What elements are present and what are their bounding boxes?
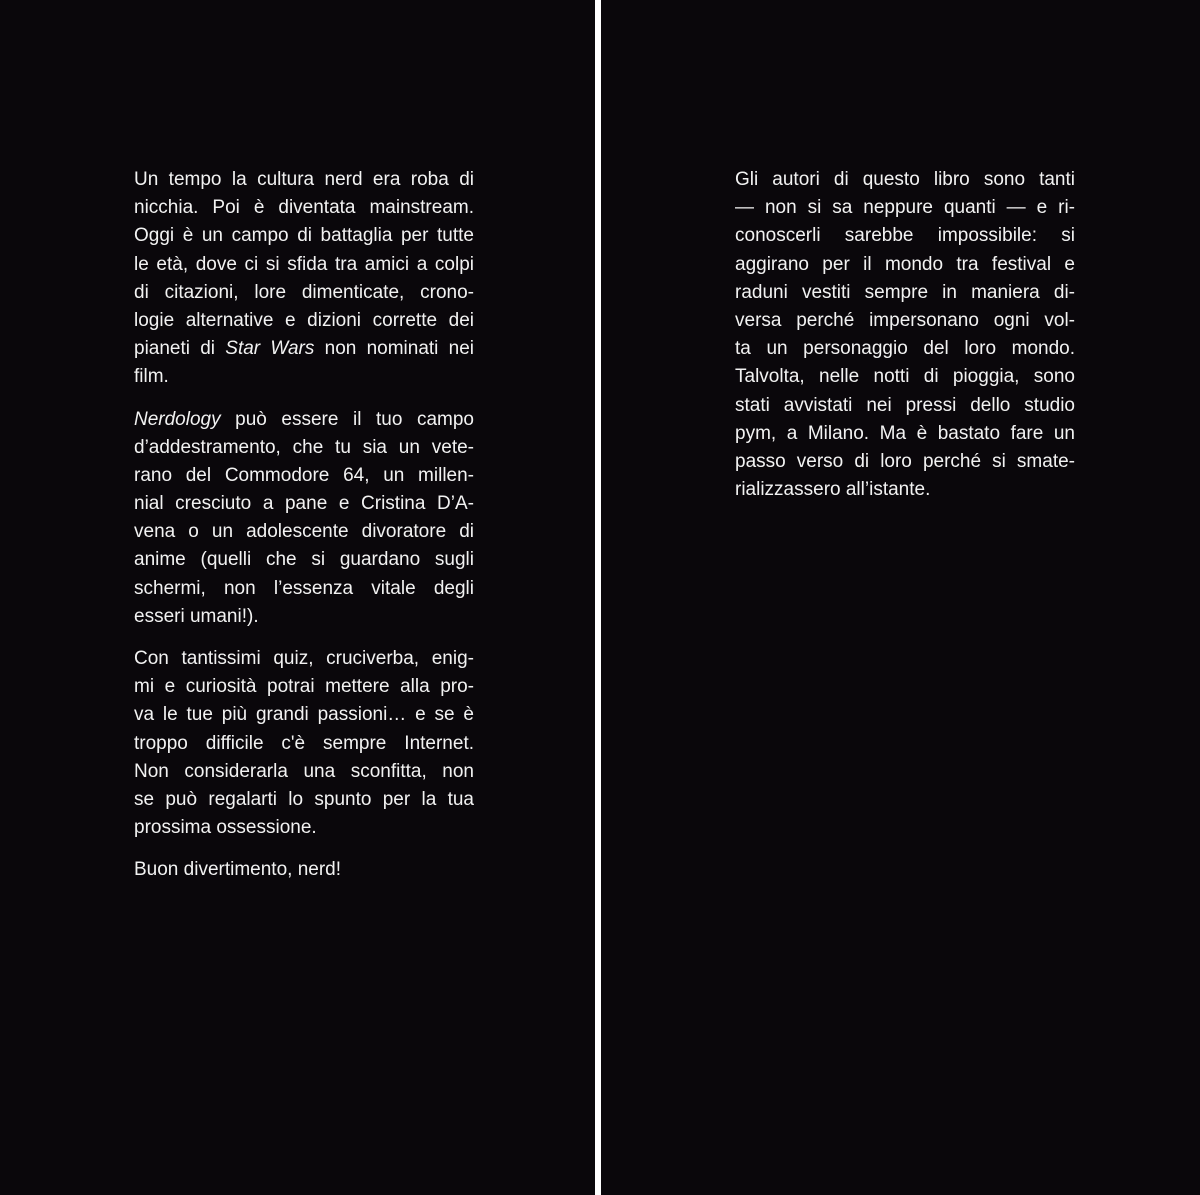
text-line: Non considerarla una sconfitta, non	[134, 760, 474, 782]
text-segment: può essere il tuo campo	[220, 408, 474, 430]
left-paragraph-4	[134, 856, 474, 884]
text-line: Con tantissimi quiz, cruciverba, enig-	[134, 648, 474, 669]
text-line: aggirano per il mondo tra festival e	[735, 253, 1075, 275]
text-line: nial cresciuto a pane e Cristina D’A-	[134, 493, 474, 515]
text-line: troppo difficile c'è sempre Internet.	[134, 732, 474, 754]
paragraph-gap	[134, 842, 474, 856]
text-line: ta un personaggio del loro mondo.	[735, 338, 1075, 360]
right-page	[601, 0, 1200, 1195]
text-line: versa perché impersonano ogni vol-	[735, 309, 1075, 331]
left-paragraph-3	[134, 645, 474, 842]
text-line: mi e curiosità potrai mettere alla pro-	[134, 676, 474, 698]
text-line: schermi, non l’essenza vitale degli	[134, 577, 474, 599]
text-line	[134, 335, 474, 363]
text-line: stati avvistati nei pressi dello studio	[735, 394, 1075, 416]
right-paragraph-1	[735, 166, 1075, 504]
text-line: se può regalarti lo spunto per la tua	[134, 788, 474, 810]
italic-title: Nerdology	[134, 408, 221, 430]
text-line: passo verso di loro perché si smate-	[735, 450, 1075, 472]
text-line: Buon divertimento, nerd!	[134, 859, 342, 881]
paragraph-gap	[134, 631, 474, 645]
text-line: prossima ossessione.	[134, 817, 317, 839]
text-line: Gli autori di questo libro sono tanti	[735, 169, 1075, 190]
right-page-text	[735, 166, 1075, 504]
text-line: anime (quelli che si guardano sugli	[134, 549, 474, 571]
text-line: esseri umani!).	[134, 605, 259, 627]
text-line: raduni vestiti sempre in maniera di-	[735, 281, 1075, 303]
text-line: d’addestramento, che tu sia un vete-	[134, 436, 474, 458]
paragraph-gap	[134, 392, 474, 406]
left-paragraph-2	[134, 406, 474, 632]
text-line: Talvolta, nelle notti di pioggia, sono	[735, 366, 1075, 388]
text-line: di citazioni, lore dimenticate, crono-	[134, 281, 474, 303]
text-line: le età, dove ci si sfida tra amici a colpi	[134, 253, 474, 275]
text-line: logie alternative e dizioni corrette dei	[134, 309, 474, 331]
text-line: rano del Commodore 64, un millen-	[134, 464, 474, 486]
italic-title: Star Wars	[225, 338, 315, 360]
left-page-text	[134, 166, 474, 885]
text-line: nicchia. Poi è diventata mainstream.	[134, 197, 474, 219]
text-line: conoscerli sarebbe impossibile: si	[735, 225, 1075, 247]
text-line: vena o un adolescente divoratore di	[134, 521, 474, 543]
text-segment: non nominati nei	[314, 338, 474, 360]
text-line: — non si sa neppure quanti — e ri-	[735, 197, 1075, 219]
text-line: rializzassero all’istante.	[735, 479, 931, 501]
left-paragraph-1	[134, 166, 474, 392]
text-line	[134, 406, 474, 434]
text-line: Un tempo la cultura nerd era roba di	[134, 169, 474, 190]
text-segment: pianeti di	[134, 338, 226, 360]
text-line: pym, a Milano. Ma è bastato fare un	[735, 422, 1075, 444]
text-line: Oggi è un campo di battaglia per tutte	[134, 225, 474, 247]
text-line: va le tue più grandi passioni… e se è	[134, 704, 474, 726]
text-line: film.	[134, 366, 169, 388]
left-page	[0, 0, 595, 1195]
